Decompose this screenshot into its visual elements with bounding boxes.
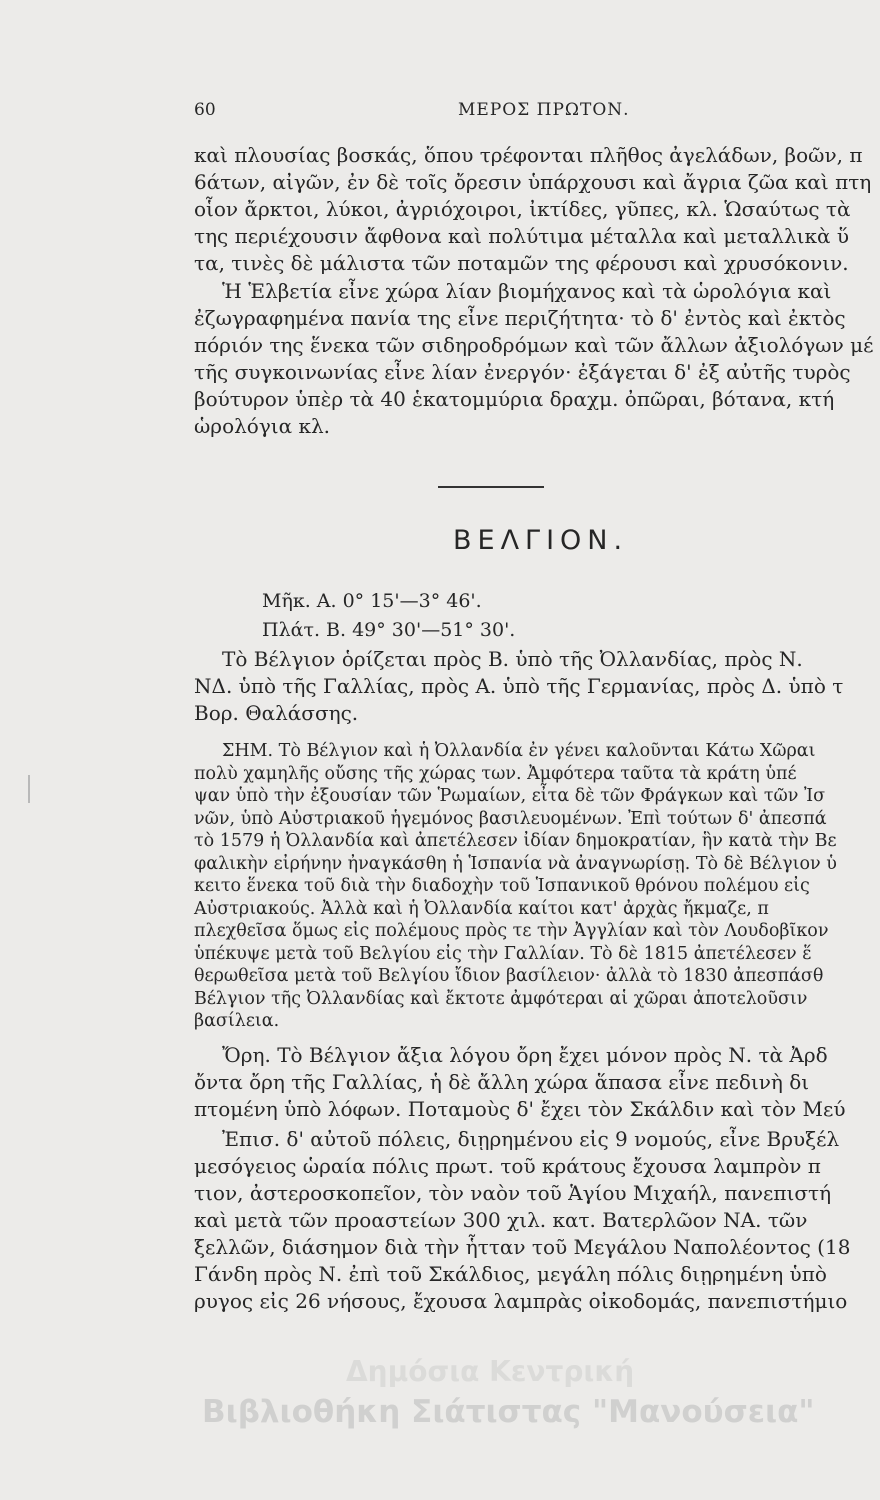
text-line: τῆς συγκοινωνίας εἶνε λίαν ἐνεργόν· ἐξάγεται δ' ἐξ αὐτῆς τυρὸς	[194, 360, 851, 384]
text-line: ἐζωγραφημένα πανία της εἶνε περιζήτητα· τὸ δ' ἐντὸς καὶ ἐκτὸς	[194, 306, 846, 330]
text-line: ὄντα ὄρη τῆς Γαλλίας, ἡ δὲ ἄλλη χώρα ἅπασα εἶνε πεδινὴ δι	[194, 1070, 810, 1094]
paragraph-switzerland-industry	[194, 278, 874, 440]
section-title: ΒΕΛΓΙΟΝ.	[453, 525, 629, 556]
text-line: Γάνδη πρὸς Ν. ἐπὶ τοῦ Σκάλδιος, μεγάλη πόλις διῃρημένη ὑπὸ	[194, 1262, 827, 1286]
text-line: Τὸ Βέλγιον ὁρίζεται πρὸς Β. ὑπὸ τῆς Ὀλλανδίας, πρὸς Ν.	[222, 647, 803, 671]
text-line: τὸ 1579 ἡ Ὀλλανδία καὶ ἀπετέλεσεν ἰδίαν δημοκρατίαν, ἣν κατὰ τὴν Βε	[194, 831, 837, 851]
text-line: πτομένη ὑπὸ λόφων. Ποταμοὺς δ' ἔχει τὸν Σκάλδιν καὶ τὸν Μεύ	[194, 1097, 846, 1121]
text-line: οἷον ἄρκτοι, λύκοι, ἀγριόχοιροι, ἰκτίδες, γῦπες, κλ. Ὡσαύτως τὰ	[194, 197, 851, 221]
text-line: τιον, ἀστεροσκοπεῖον, τὸν ναὸν τοῦ Ἁγίου Μιχαήλ, πανεπιστή	[194, 1181, 832, 1205]
text-line: Ἡ Ἑλβετία εἶνε χώρα λίαν βιομήχανος καὶ τὰ ὡρολόγια καὶ	[222, 279, 832, 303]
historical-note	[194, 740, 837, 1033]
text-line: βούτυρον ὑπὲρ τὰ 40 ἑκατομμύρια δραχμ. ὀπῶραι, βότανα, κτή	[194, 387, 835, 411]
paragraph-borders	[194, 646, 844, 727]
text-line: πόριόν της ἕνεκα τῶν σιδηροδρόμων καὶ τῶν ἄλλων ἀξιολόγων μέ	[194, 333, 874, 357]
text-line: Βέλγιον τῆς Ὀλλανδίας καὶ ἔκτοτε ἀμφότεραι αἱ χῶραι ἀποτελοῦσιν	[194, 988, 808, 1009]
text-line: ΝΔ. ὑπὸ τῆς Γαλλίας, πρὸς Α. ὑπὸ τῆς Γερμανίας, πρὸς Δ. ὑπὸ τ	[194, 674, 844, 698]
text-line: ψαν ὑπὸ τὴν ἐξουσίαν τῶν Ῥωμαίων, εἶτα δὲ τῶν Φράγκων καὶ τῶν Ἰσ	[194, 786, 826, 806]
text-line: πολὺ χαμηλῆς οὔσης τῆς χώρας των. Ἀμφότερα ταῦτα τὰ κράτη ὑπέ	[194, 763, 797, 784]
text-line: Βορ. Θαλάσσης.	[194, 701, 359, 725]
coordinates-latitude: Πλάτ. Β. 49° 30'—51° 30'.	[262, 619, 516, 641]
text-line: Ἐπισ. δ' αὐτοῦ πόλεις, διῃρημένου εἰς 9 νομούς, εἶνε Βρυξέλ	[222, 1127, 840, 1151]
text-line: μεσόγειος ὡραία πόλις πρωτ. τοῦ κράτους ἔχουσα λαμπρὸν π	[194, 1154, 821, 1178]
text-line: θερωθεῖσα μετὰ τοῦ Βελγίου ἴδιον βασίλειον· ἀλλὰ τὸ 1830 ἀπεσπάσθ	[194, 966, 824, 986]
library-watermark-line2: Βιβλιοθήκη Σιάτιστας "Μανούσεια"	[202, 1394, 815, 1430]
page-number: 60	[194, 100, 216, 120]
text-line: κειτο ἕνεκα τοῦ διὰ τὴν διαδοχὴν τοῦ Ἱσπανικοῦ θρόνου πολέμου εἰς	[194, 876, 810, 896]
text-line: ξελλῶν, διάσημον διὰ τὴν ἧτταν τοῦ Μεγάλου Ναπολέοντος (18	[194, 1235, 851, 1259]
text-line: της περιέχουσιν ἄφθονα καὶ πολύτιμα μέταλλα καὶ μεταλλικὰ ὕ	[194, 224, 849, 248]
page-blemish	[28, 775, 30, 803]
text-line: 6άτων, αἰγῶν, ἐν δὲ τοῖς ὄρεσιν ὑπάρχουσι καὶ ἄγρια ζῶα καὶ πτη	[194, 170, 872, 194]
paragraph-switzerland-fauna	[194, 142, 871, 277]
page-header	[0, 96, 880, 126]
text-line: ΣΗΜ. Τὸ Βέλγιον καὶ ἡ Ὀλλανδία ἐν γένει καλοῦνται Κάτω Χῶραι	[222, 741, 816, 761]
section-divider	[438, 486, 544, 488]
text-line: τα, τινὲς δὲ μάλιστα τῶν ποταμῶν της φέρουσι καὶ χρυσόκονιν.	[194, 251, 849, 275]
text-line: ρυγος εἰς 26 νήσους, ἔχουσα λαμπρὰς οἰκοδομάς, πανεπιστήμιο	[194, 1289, 848, 1313]
text-line: βασίλεια.	[194, 1011, 280, 1031]
library-watermark-line1: Δημόσια Κεντρική	[346, 1355, 635, 1388]
text-line: καὶ μετὰ τῶν προαστείων 300 χιλ. κατ. Βατερλῶον ΝΑ. τῶν	[194, 1208, 808, 1232]
text-line: Ὄρη. Τὸ Βέλγιον ἄξια λόγου ὄρη ἔχει μόνον πρὸς Ν. τὰ Ἀρδ	[222, 1043, 828, 1067]
paragraph-mountains	[194, 1042, 846, 1123]
text-line: ὡρολόγια κλ.	[194, 414, 331, 438]
text-line: νῶν, ὑπὸ Αὐστριακοῦ ἡγεμόνος βασιλευομένων. Ἐπὶ τούτων δ' ἀπεσπά	[194, 808, 827, 829]
paragraph-cities	[194, 1126, 851, 1315]
text-line: καὶ πλουσίας βοσκάς, ὅπου τρέφονται πλῆθος ἀγελάδων, βοῶν, π	[194, 143, 863, 167]
coordinates-length: Μῆκ. Α. 0° 15'—3° 46'.	[262, 590, 482, 612]
text-line: φαλικὴν εἰρήνην ἠναγκάσθη ἡ Ἱσπανία νὰ ἀναγνωρίσῃ. Τὸ δὲ Βέλγιον ὑ	[194, 853, 837, 874]
text-line: πλεχθεῖσα ὅμως εἰς πολέμους πρὸς τε τὴν Ἀγγλίαν καὶ τὸν Λουδοβῖκον	[194, 921, 829, 941]
text-line: ὑπέκυψε μετὰ τοῦ Βελγίου εἰς τὴν Γαλλίαν. Τὸ δὲ 1815 ἀπετέλεσεν ἕ	[194, 943, 812, 964]
running-head: ΜΕΡΟΣ ΠΡΩΤΟΝ.	[458, 100, 630, 120]
text-line: Αὐστριακούς. Ἀλλὰ καὶ ἡ Ὀλλανδία καίτοι κατ' ἀρχὰς ἤκμαζε, π	[194, 898, 769, 919]
